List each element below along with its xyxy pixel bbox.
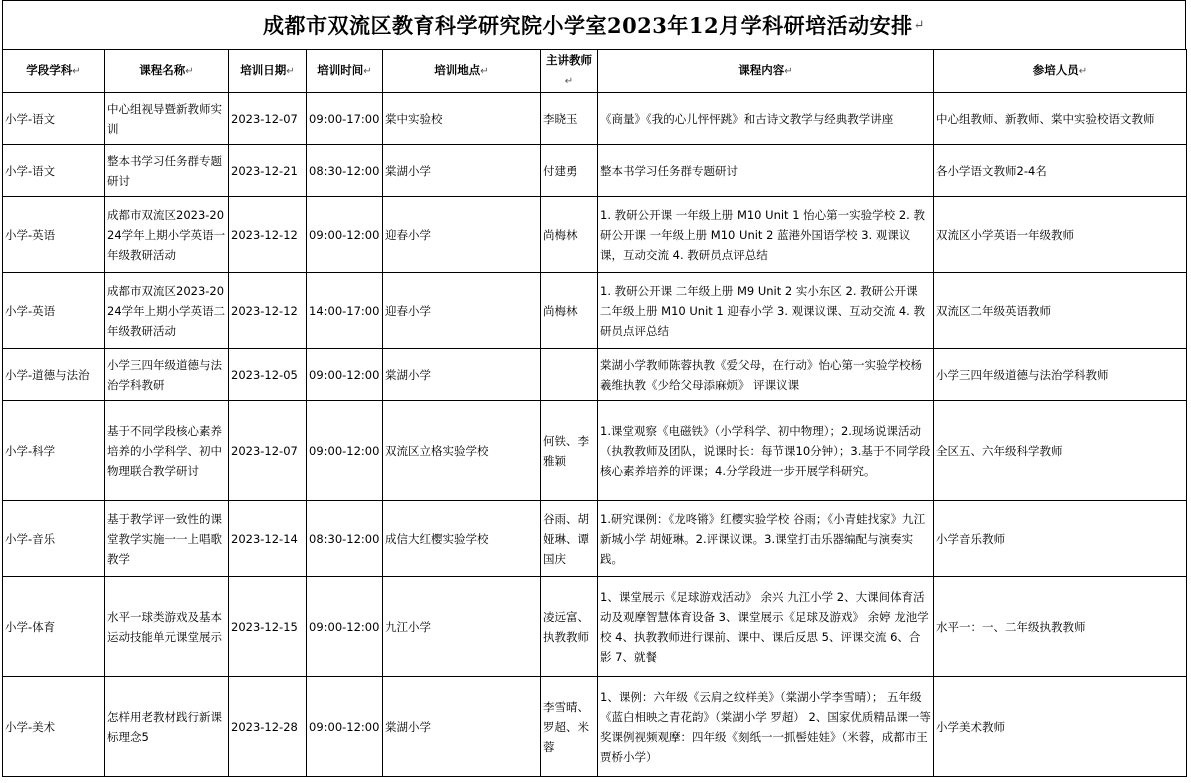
cell-teacher: [541, 349, 598, 401]
table-row: [3, 401, 1187, 501]
cell-teacher: 尚梅林: [541, 197, 598, 273]
paragraph-mark-icon: ↵: [286, 66, 295, 77]
col-header-content-label: 课程内容: [738, 63, 785, 77]
col-header-content: [598, 50, 934, 93]
paragraph-mark-icon: ↵: [72, 66, 81, 77]
paragraph-mark-icon: ↵: [363, 66, 372, 77]
cell-content: 1. 教研公开课 一年级上册 M10 Unit 1 怡心第一实验学校 2. 教研公开课 一年级上册 M10 Unit 2 蓝港外国语学校 3. 观课议课，互动交流 4. 教研员点评总结: [598, 197, 934, 273]
cell-subject: 小学-美术: [3, 677, 105, 777]
schedule-sheet: [2, 0, 1186, 777]
cell-participants: 全区五、六年级科学教师: [934, 401, 1187, 501]
table-row: [3, 197, 1187, 273]
cell-date: 2023-12-15: [229, 577, 307, 677]
cell-course: 成都市双流区2023-2024学年上期小学英语一年级教研活动: [105, 197, 229, 273]
header-row: [3, 50, 1187, 93]
cell-participants: 小学音乐教师: [934, 501, 1187, 577]
cell-content: 1.课堂观察《电磁铁》（小学科学、初中物理）；2.现场说课活动（执教教师及团队，说课时长：每节课10分钟）；3.基于不同学段核心素养培养的评课；4.分学段进一步开展学科研究。: [598, 401, 934, 501]
col-header-teacher-label: 主讲教师: [546, 53, 592, 67]
cell-participants: 小学美术教师: [934, 677, 1187, 777]
cell-date: 2023-12-05: [229, 349, 307, 401]
table-row: [3, 93, 1187, 145]
col-header-teacher: [541, 50, 598, 93]
col-header-place-label: 培训地点: [434, 63, 481, 77]
cell-time: 09:00-12:00: [307, 401, 383, 501]
cell-content: 棠湖小学教师陈蓉执教《爱父母，在行动》怡心第一实验学校杨羲维执教《少给父母添麻烦》 评课议课: [598, 349, 934, 401]
cell-content: 《商量》《我的心儿怦怦跳》和古诗文教学与经典教学讲座: [598, 93, 934, 145]
cell-content: 整本书学习任务群专题研讨: [598, 145, 934, 197]
cell-content: 1.研究课例：《龙咚锵》红樱实验学校 谷雨；《小青蛙找家》九江新城小学 胡娅琳。2.评课议课。3.课堂打击乐器编配与演奏实践。: [598, 501, 934, 577]
col-header-time: [307, 50, 383, 93]
cell-course: 基于不同学段核心素养培养的小学科学、初中物理联合教学研讨: [105, 401, 229, 501]
cell-course: 基于教学评一致性的课堂教学实施一一上唱歌教学: [105, 501, 229, 577]
paragraph-mark-icon: ↵: [185, 66, 194, 77]
cell-participants: 双流区小学英语一年级教师: [934, 197, 1187, 273]
cell-subject: 小学-道德与法治: [3, 349, 105, 401]
title-text: 成都市双流区教育科学研究院小学室2023年12月学科研培活动安排: [262, 13, 913, 38]
schedule-table: [2, 49, 1187, 777]
cell-date: 2023-12-14: [229, 501, 307, 577]
cell-subject: 小学-语文: [3, 145, 105, 197]
cell-subject: 小学-科学: [3, 401, 105, 501]
cell-time: 14:00-17:00: [307, 273, 383, 349]
cell-place: 棠中实验校: [383, 93, 541, 145]
cell-teacher: 尚梅林: [541, 273, 598, 349]
cell-participants: 双流区二年级英语教师: [934, 273, 1187, 349]
col-header-participants: [934, 50, 1187, 93]
cell-place: 迎春小学: [383, 197, 541, 273]
col-header-date: [229, 50, 307, 93]
cell-teacher: 何铁、李雅颖: [541, 401, 598, 501]
cell-subject: 小学-英语: [3, 273, 105, 349]
col-header-course: [105, 50, 229, 93]
cell-place: 成信大红樱实验学校: [383, 501, 541, 577]
cell-date: 2023-12-07: [229, 93, 307, 145]
cell-teacher: 李晓玉: [541, 93, 598, 145]
cell-place: 迎春小学: [383, 273, 541, 349]
cell-course: 小学三四年级道德与法治学科教研: [105, 349, 229, 401]
col-header-participants-label: 参培人员: [1032, 63, 1079, 77]
cell-date: 2023-12-07: [229, 401, 307, 501]
col-header-time-label: 培训时间: [317, 63, 364, 77]
cell-place: 棠湖小学: [383, 145, 541, 197]
cell-time: 09:00-12:00: [307, 197, 383, 273]
paragraph-mark-icon: ↵: [913, 17, 926, 33]
cell-time: 09:00-12:00: [307, 349, 383, 401]
cell-content: 1、课例：六年级《云肩之纹样美》（棠湖小学李雪晴）； 五年级《蓝白相映之青花韵》（棠湖小学 罗超） 2、国家优质精品课一等奖课例视频观摩：四年级《刻纸一一抓髻娃娃》（米蓉，成都市王贾桥小学）: [598, 677, 934, 777]
cell-subject: 小学-音乐: [3, 501, 105, 577]
col-header-course-label: 课程名称: [139, 63, 186, 77]
cell-participants: 水平一：一、二年级执教教师: [934, 577, 1187, 677]
cell-place: 棠湖小学: [383, 677, 541, 777]
cell-teacher: 李雪晴、罗超、米蓉: [541, 677, 598, 777]
cell-subject: 小学-体育: [3, 577, 105, 677]
cell-time: 08:30-12:00: [307, 501, 383, 577]
cell-course: 水平一球类游戏及基本运动技能单元课堂展示: [105, 577, 229, 677]
paragraph-mark-icon: ↵: [1078, 66, 1088, 77]
col-header-subject: [3, 50, 105, 93]
cell-time: 09:00-12:00: [307, 677, 383, 777]
cell-place: 九江小学: [383, 577, 541, 677]
cell-content: 1. 教研公开课 二年级上册 M9 Unit 2 实小东区 2. 教研公开课 二年级上册 M10 Unit 1 迎春小学 3. 观课议课、互动交流 4. 教研员点评总结: [598, 273, 934, 349]
cell-date: 2023-12-28: [229, 677, 307, 777]
table-row: [3, 145, 1187, 197]
paragraph-mark-icon: ↵: [784, 66, 793, 77]
cell-course: 整本书学习任务群专题研讨: [105, 145, 229, 197]
cell-teacher: 付建勇: [541, 145, 598, 197]
table-row: [3, 349, 1187, 401]
cell-date: 2023-12-12: [229, 197, 307, 273]
table-row: [3, 501, 1187, 577]
cell-teacher: 凌远富、执教教师: [541, 577, 598, 677]
paragraph-mark-icon: ↵: [564, 76, 574, 87]
col-header-subject-label: 学段学科: [26, 63, 73, 77]
cell-course: 成都市双流区2023-2024学年上期小学英语二年级教研活动: [105, 273, 229, 349]
table-row: [3, 677, 1187, 777]
table-row: [3, 273, 1187, 349]
cell-participants: 小学三四年级道德与法治学科教师: [934, 349, 1187, 401]
cell-participants: 各小学语文教师2-4名: [934, 145, 1187, 197]
cell-course: 怎样用老教材践行新课标理念5: [105, 677, 229, 777]
cell-teacher: 谷雨、胡娅琳、谭国庆: [541, 501, 598, 577]
cell-date: 2023-12-12: [229, 273, 307, 349]
document-title: [2, 0, 1186, 49]
paragraph-mark-icon: ↵: [480, 66, 489, 77]
cell-subject: 小学-英语: [3, 197, 105, 273]
cell-time: 08:30-12:00: [307, 145, 383, 197]
cell-place: 棠湖小学: [383, 349, 541, 401]
cell-time: 09:00-17:00: [307, 93, 383, 145]
cell-place: 双流区立格实验学校: [383, 401, 541, 501]
col-header-place: [383, 50, 541, 93]
cell-date: 2023-12-21: [229, 145, 307, 197]
cell-subject: 小学-语文: [3, 93, 105, 145]
cell-time: 09:00-12:00: [307, 577, 383, 677]
table-row: [3, 577, 1187, 677]
cell-participants: 中心组教师、新教师、棠中实验校语文教师: [934, 93, 1187, 145]
col-header-date-label: 培训日期: [240, 63, 287, 77]
cell-course: 中心组视导暨新教师实训: [105, 93, 229, 145]
cell-content: 1、课堂展示《足球游戏活动》 余兴 九江小学 2、大课间体育活动及观摩智慧体育设备 3、课堂展示《足球及游戏》 余婷 龙池学校 4、执教教师进行课前、课中、课后反思 5、评课交流 6、合影 7、就餐: [598, 577, 934, 677]
